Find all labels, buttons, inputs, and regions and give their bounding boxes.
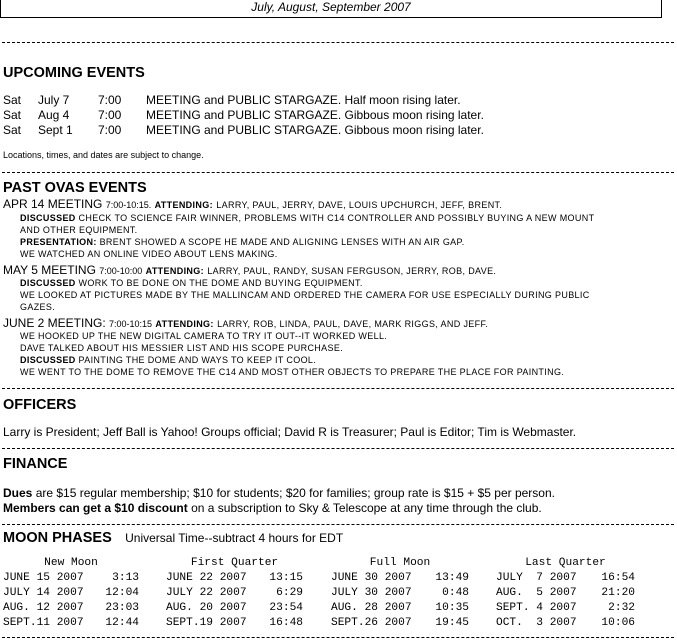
attending-label: ATTENDING:	[145, 266, 204, 276]
section-divider	[2, 524, 674, 525]
moon-row	[166, 616, 303, 631]
moon-column-header: Last Quarter	[525, 557, 606, 569]
moon-date: JULY 14 2007	[3, 587, 84, 599]
moon-date: SEPT.19 2007	[166, 617, 247, 629]
moon-date: SEPT.11 2007	[3, 617, 84, 629]
discussed-label: DISCUSSED	[20, 213, 76, 223]
june-discussed-text: PAINTING THE DOME AND WAYS TO KEEP IT COOL.	[78, 355, 317, 365]
moon-time: 23:54	[269, 602, 303, 614]
first-quarter-column	[166, 556, 303, 631]
may-attending: LARRY, PAUL, RANDY, SUSAN FERGUSON, JERRY, ROB, DAVE.	[207, 266, 497, 276]
may-meeting-line	[3, 263, 496, 277]
apr-meeting-time: 7:00-10:15.	[105, 200, 152, 210]
event-description: MEETING and PUBLIC STARGAZE. Gibbous moon rising later.	[146, 108, 484, 122]
section-divider	[2, 42, 674, 43]
may-discussed-text: WORK TO BE DONE ON THE DOME AND BUYING EQUIPMENT.	[78, 278, 363, 288]
dues-label: Dues	[3, 486, 33, 500]
event-day: Sat	[3, 123, 22, 137]
discount-line	[3, 501, 542, 515]
moon-time: 12:44	[105, 617, 139, 629]
moon-date: JUNE 30 2007	[331, 572, 412, 584]
june-meeting-title: JUNE 2 MEETING:	[3, 316, 106, 330]
moon-phases-subtitle: Universal Time--subtract 4 hours for EDT	[125, 531, 344, 545]
moon-time: 16:54	[601, 572, 635, 584]
apr-meeting-title: APR 14 MEETING	[3, 197, 103, 211]
moon-date: AUG. 20 2007	[166, 602, 247, 614]
event-date: Sept 1	[38, 123, 73, 137]
moon-phases-heading: MOON PHASES	[3, 530, 112, 546]
moon-row	[496, 586, 635, 601]
upcoming-events-heading: UPCOMING EVENTS	[3, 65, 145, 81]
event-time: 7:00	[98, 123, 122, 137]
moon-date: AUG. 12 2007	[3, 602, 84, 614]
dues-text: are $15 regular membership; $10 for students; $20 for families; group rate is $15 + $5 per person.	[35, 486, 555, 500]
moon-row	[166, 601, 303, 616]
moon-time: 0:48	[442, 587, 469, 599]
moon-row	[331, 586, 469, 601]
may-discussed	[20, 277, 363, 289]
june-attending: LARRY, ROB, LINDA, PAUL, DAVE, MARK RIGGS, AND JEFF.	[217, 319, 489, 329]
event-day: Sat	[3, 108, 22, 122]
may-meeting-time: 7:00-10:00	[99, 266, 143, 276]
moon-date: OCT. 3 2007	[496, 617, 577, 629]
events-disclaimer: Locations, times, and dates are subject to change.	[3, 150, 204, 160]
attending-label: ATTENDING:	[154, 200, 213, 210]
moon-date: AUG. 5 2007	[496, 587, 577, 599]
issue-date-banner: July, August, September 2007	[0, 0, 662, 18]
apr-discussed-text: CHECK TO SCIENCE FAIR WINNER, PROBLEMS WITH C14 CONTROLLER AND POSSIBLY BUYING A NEW MOUNT	[78, 213, 595, 223]
event-time: 7:00	[98, 108, 122, 122]
event-date: July 7	[38, 93, 70, 107]
apr-discussed	[20, 212, 594, 224]
presentation-label: PRESENTATION:	[20, 237, 97, 247]
moon-time: 6:29	[276, 587, 303, 599]
section-divider	[2, 172, 674, 173]
moon-time: 10:06	[601, 617, 635, 629]
apr-video: WE WATCHED AN ONLINE VIDEO ABOUT LENS MAKING.	[20, 249, 278, 259]
moon-time: 23:03	[105, 602, 139, 614]
event-description: MEETING and PUBLIC STARGAZE. Half moon rising later.	[146, 93, 461, 107]
moon-time: 13:49	[435, 572, 469, 584]
moon-row	[166, 571, 303, 586]
moon-row	[3, 571, 139, 586]
moon-date: JUNE 22 2007	[166, 572, 247, 584]
moon-row	[3, 616, 139, 631]
moon-time: 16:48	[269, 617, 303, 629]
may-meeting-title: MAY 5 MEETING	[3, 263, 96, 277]
discount-label: Members can get a $10 discount	[3, 501, 188, 515]
last-quarter-column	[496, 556, 635, 631]
moon-time: 3:13	[112, 572, 139, 584]
attending-label: ATTENDING:	[155, 319, 214, 329]
apr-presentation	[20, 236, 465, 248]
section-divider	[2, 388, 674, 389]
moon-column-header: New Moon	[44, 557, 98, 569]
moon-date: JULY 7 2007	[496, 572, 577, 584]
moon-date: JUNE 15 2007	[3, 572, 84, 584]
officers-heading: OFFICERS	[3, 397, 77, 413]
moon-column-header: First Quarter	[190, 557, 279, 569]
moon-time: 21:20	[601, 587, 635, 599]
moon-column-header: Full Moon	[369, 557, 431, 569]
moon-date: SEPT.26 2007	[331, 617, 412, 629]
full-moon-column	[331, 556, 469, 631]
june-meeting-line	[3, 316, 488, 330]
moon-time: 13:15	[269, 572, 303, 584]
june-meeting-time: 7:00-10:15	[109, 319, 153, 329]
apr-presentation-text: BRENT SHOWED A SCOPE HE MADE AND ALIGNING LENSES WITH AN AIR GAP.	[99, 237, 465, 247]
june-discussed	[20, 354, 316, 366]
apr-discussed-cont: AND OTHER EQUIPMENT.	[20, 225, 138, 235]
moon-date: SEPT. 4 2007	[496, 602, 577, 614]
officers-text: Larry is President; Jeff Ball is Yahoo! Groups official; David R is Treasurer; Paul is Editor; Tim is Webmaster.	[3, 425, 577, 439]
event-time: 7:00	[98, 93, 122, 107]
past-events-heading: PAST OVAS EVENTS	[3, 180, 147, 196]
apr-meeting-line	[3, 197, 502, 211]
apr-attending: LARRY, PAUL, JERRY, DAVE, LOUIS UPCHURCH, JEFF, BRENT.	[216, 200, 503, 210]
section-divider	[2, 637, 674, 638]
moon-row	[496, 571, 635, 586]
moon-row	[331, 616, 469, 631]
moon-row	[3, 601, 139, 616]
moon-date: JULY 30 2007	[331, 587, 412, 599]
moon-phases-header	[3, 531, 343, 545]
moon-time: 10:35	[435, 602, 469, 614]
event-day: Sat	[3, 93, 22, 107]
moon-row	[331, 601, 469, 616]
moon-time: 2:32	[608, 602, 635, 614]
may-note-2: GAZES.	[20, 302, 56, 312]
june-note-3: WE WENT TO THE DOME TO REMOVE THE C14 AND MOST OTHER OBJECTS TO PREPARE THE PLACE FOR PAINTING.	[20, 367, 565, 377]
discount-text: on a subscription to Sky & Telescope at any time through the club.	[191, 501, 542, 515]
new-moon-column	[3, 556, 139, 631]
finance-heading: FINANCE	[3, 456, 68, 472]
may-note-1: WE LOOKED AT PICTURES MADE BY THE MALLINCAM AND ORDERED THE CAMERA FOR USE ESPECIALLY DURING PUBLIC	[20, 290, 590, 300]
event-description: MEETING and PUBLIC STARGAZE. Gibbous moon rising later.	[146, 123, 484, 137]
moon-time: 19:45	[435, 617, 469, 629]
moon-row	[496, 601, 635, 616]
moon-date: JULY 22 2007	[166, 587, 247, 599]
event-date: Aug 4	[38, 108, 70, 122]
moon-row	[166, 586, 303, 601]
discussed-label: DISCUSSED	[20, 278, 76, 288]
moon-row	[3, 586, 139, 601]
moon-time: 12:04	[105, 587, 139, 599]
dues-line	[3, 486, 555, 500]
moon-row	[331, 571, 469, 586]
june-note-2: DAVE TALKED ABOUT HIS MESSIER LIST AND HIS SCOPE PURCHASE.	[20, 343, 344, 353]
june-note-1: WE HOOKED UP THE NEW DIGITAL CAMERA TO TRY IT OUT--IT WORKED WELL.	[20, 331, 388, 341]
moon-row	[496, 616, 635, 631]
section-divider	[2, 448, 674, 449]
moon-date: AUG. 28 2007	[331, 602, 412, 614]
discussed-label: DISCUSSED	[20, 355, 76, 365]
